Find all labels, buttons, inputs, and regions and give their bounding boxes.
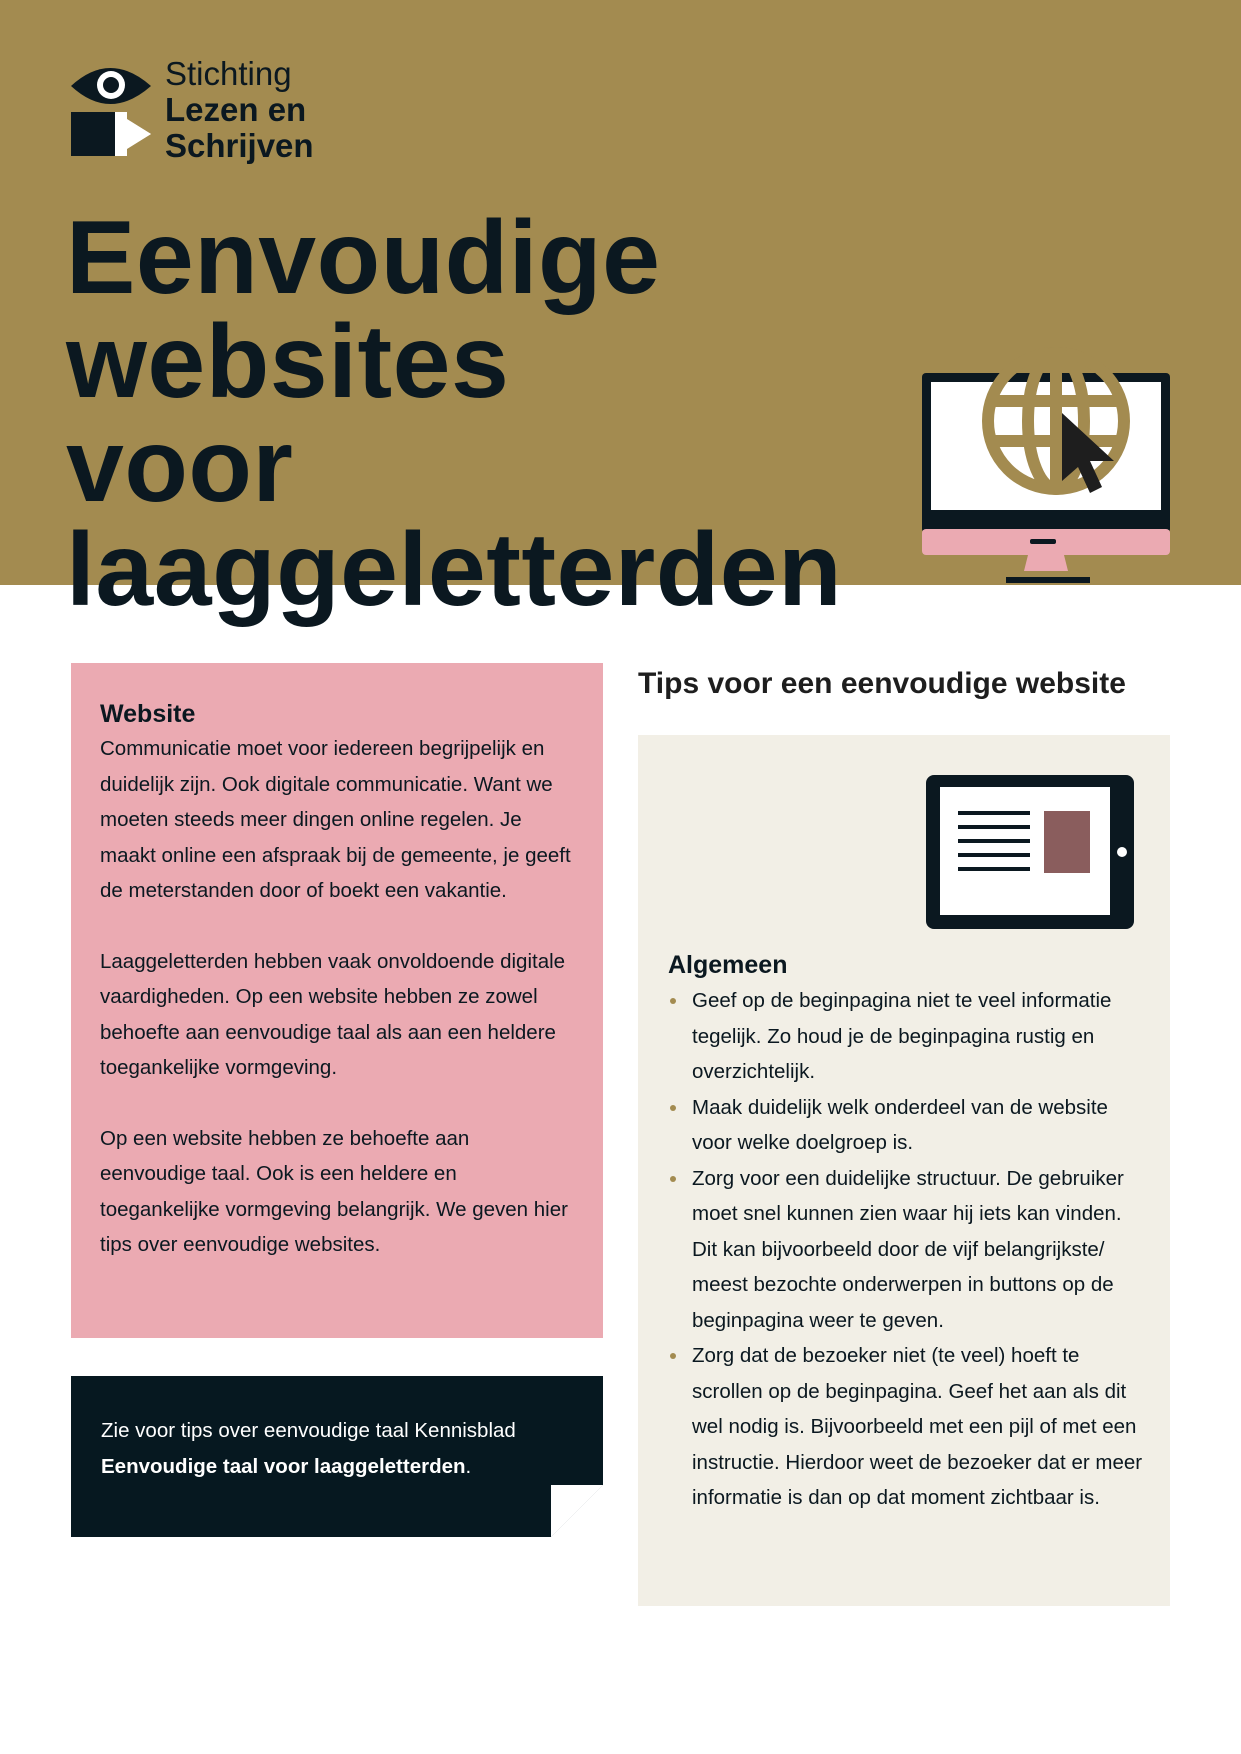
organization-logo[interactable] xyxy=(69,56,369,166)
tip-item-3: Zorg voor een duidelijke structuur. De gebruiker moet snel kunnen zien waar hij iets kan vinden. Dit kan bijvoorbeeld door de vijf belangrijkste/ meest bezochte onderwerpen in buttons op de beginpagina weer te geven. xyxy=(668,1161,1148,1339)
tip-item-4: Zorg dat de bezoeker niet (te veel) hoeft te scrollen op de beginpagina. Geef het aan als dit wel nodig is. Bijvoorbeeld met een pijl of met een instructie. Hierdoor weet de bezoeker dat er meer informatie is dan op dat moment zichtbaar is. xyxy=(668,1338,1148,1516)
website-info-box xyxy=(71,663,603,1338)
website-paragraph-1: Communicatie moet voor iedereen begrijpelijk en duidelijk zijn. Ook digitale communicatie. Want we moeten steeds meer dingen online regelen. Je maakt online een afspraak bij de gemeente, je geeft de meterstanden door of boekt een vakantie. xyxy=(100,737,571,902)
tips-section-title: Tips voor een eenvoudige website xyxy=(638,667,1126,700)
reference-link[interactable]: Eenvoudige taal voor laaggeletterden xyxy=(101,1455,466,1478)
tips-box xyxy=(638,735,1170,1606)
page-title xyxy=(66,200,1066,628)
tip-item-2: Maak duidelijk welk onderdeel van de website voor welke doelgroep is. xyxy=(668,1090,1148,1161)
reference-suffix: . xyxy=(465,1455,472,1478)
tips-list xyxy=(668,983,1148,1516)
reference-text: Zie voor tips over eenvoudige taal Kennisblad xyxy=(101,1419,516,1442)
monitor-globe-cursor-icon xyxy=(918,345,1174,585)
title-line-2: voor xyxy=(66,408,294,524)
logo-line-2: Lezen en xyxy=(165,91,307,128)
logo-line-1: Stichting xyxy=(165,55,292,92)
header-banner xyxy=(0,0,1241,628)
tablet-icon xyxy=(924,773,1136,931)
tip-item-1: Geef op de beginpagina niet te veel informatie tegelijk. Zo houd je de beginpagina rustig en overzichtelijk. xyxy=(668,983,1148,1090)
page-fold-corner-icon xyxy=(551,1485,603,1537)
website-paragraph-2: Laaggeletterden hebben vaak onvoldoende digitale vaardigheden. Op een website hebben ze zowel behoefte aan eenvoudige taal als aan een heldere toegankelijke vormgeving. xyxy=(100,949,566,1079)
tips-subheading: Algemeen xyxy=(668,951,788,979)
logo-line-3: Schrijven xyxy=(165,127,314,164)
website-paragraph-3: Op een website hebben ze behoefte aan eenvoudige taal. Ook is een heldere en toegankelijke vormgeving belangrijk. We geven hier tips over eenvoudige websites. xyxy=(100,1126,568,1256)
reference-box xyxy=(71,1376,603,1537)
title-line-1: Eenvoudige websites xyxy=(66,200,661,420)
title-line-3: laaggeletterden xyxy=(66,512,843,628)
website-heading: Website xyxy=(100,700,196,728)
eye-and-flag-logo-icon xyxy=(69,56,159,160)
